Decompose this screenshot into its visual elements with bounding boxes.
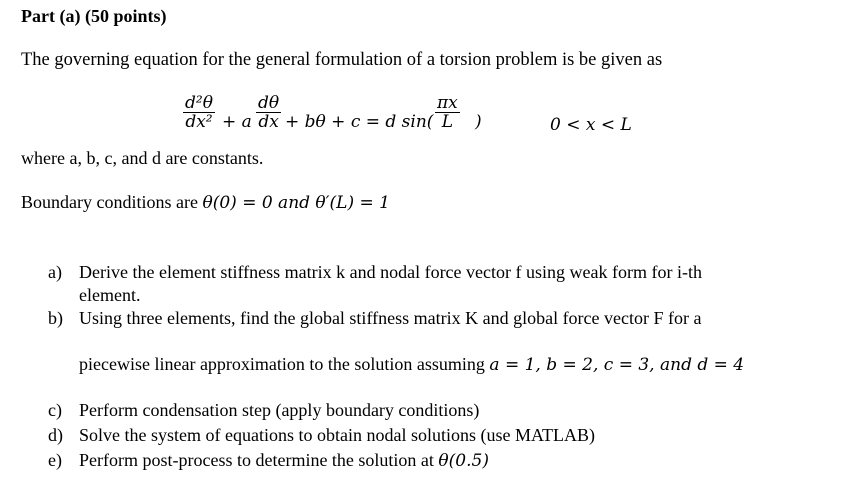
constants-note: where a, b, c, and d are constants. — [21, 148, 264, 168]
task-a-continuation: element. — [79, 285, 141, 305]
first-derivative-fraction — [256, 94, 281, 131]
task-text: Solve the system of equations to obtain nodal solutions (use MATLAB) — [79, 425, 595, 445]
task-b-continuation — [79, 354, 744, 375]
task-b — [48, 308, 702, 329]
task-d — [48, 425, 595, 446]
task-text: Derive the element stiffness matrix k and nodal force vector f using weak form for i-th — [79, 262, 702, 282]
task-text: Using three elements, find the global stiffness matrix K and global force vector F for a — [79, 308, 702, 328]
task-a — [48, 262, 702, 283]
task-text: Perform post-process to determine the solution at — [79, 450, 439, 470]
task-label: c) — [48, 400, 62, 420]
intro-text: The governing equation for the general formulation of a torsion problem is be given as — [21, 50, 663, 70]
fraction-numerator: πx — [437, 93, 458, 113]
task-text: Perform condensation step (apply boundary conditions) — [79, 400, 480, 420]
closing-paren: ) — [475, 112, 482, 132]
task-label: b) — [48, 308, 63, 328]
fraction-denominator: dx — [258, 112, 279, 132]
task-e-math: θ(0.5) — [438, 451, 489, 471]
boundary-conditions — [21, 192, 390, 213]
boundary-conditions-label: Boundary conditions are — [21, 192, 203, 212]
section-title: Part (a) (50 points) — [21, 6, 167, 26]
sine-argument-fraction — [435, 94, 460, 131]
fraction-numerator: d²θ — [185, 93, 213, 113]
task-c — [48, 400, 479, 421]
domain-condition: 0 < x < L — [550, 115, 632, 135]
task-label: e) — [48, 450, 62, 470]
equation-middle-terms: + bθ + c = d sin( — [285, 112, 434, 132]
plus-a-term: + a — [222, 112, 252, 132]
task-label: a) — [48, 262, 62, 282]
fraction-denominator: dx² — [185, 112, 213, 132]
task-e — [48, 450, 489, 471]
second-derivative-fraction — [183, 94, 215, 131]
task-b-math: a = 1, b = 2, c = 3, and d = 4 — [489, 355, 745, 375]
boundary-conditions-math: θ(0) = 0 and θ′(L) = 1 — [202, 193, 390, 213]
fraction-denominator: L — [441, 112, 454, 132]
fraction-numerator: dθ — [258, 93, 280, 113]
task-text: piecewise linear approximation to the solution assuming — [79, 354, 490, 374]
task-label: d) — [48, 425, 63, 445]
